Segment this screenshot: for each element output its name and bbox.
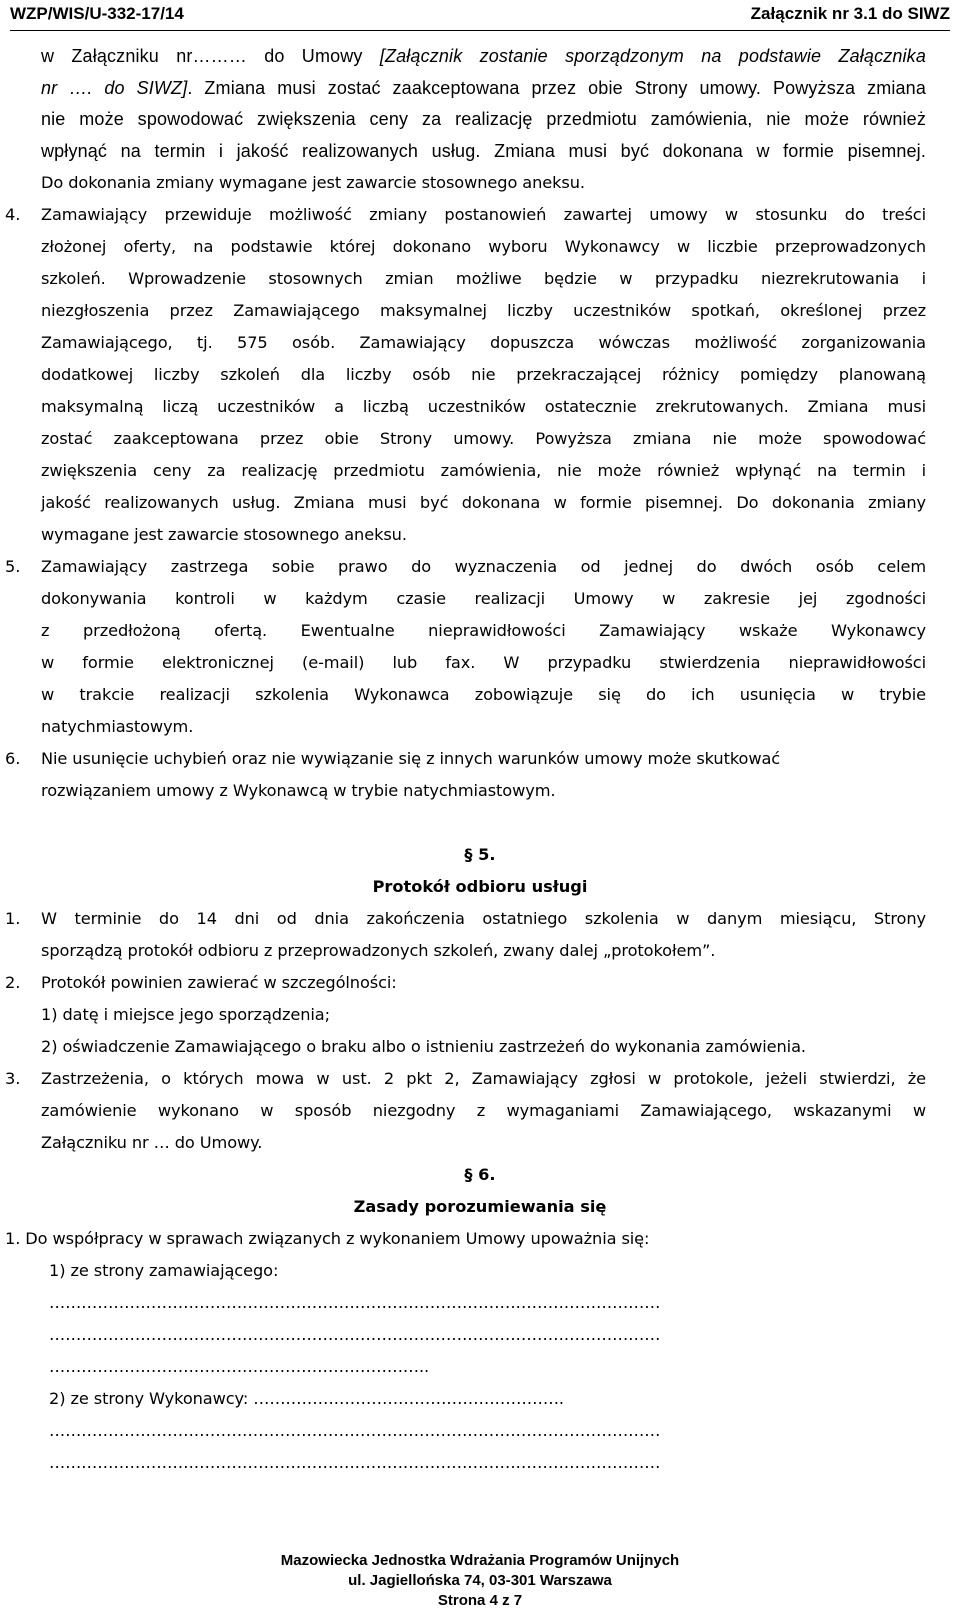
section-6-title: Zasady porozumiewania się [353,1197,607,1216]
footer-organization: Mazowiecka Jednostka Wdrażania Programów Unijnych [280,1552,680,1569]
fill-in-line: …………………………………………………………………………………………………… [49,1325,661,1344]
footer-address: ul. Jagiellońska 74, 03-301 Warszawa [348,1572,612,1589]
section-6-number: § 6. [464,1165,496,1184]
fill-in-line: …………………………………………………………………………………………………… [49,1421,661,1440]
page-number: Strona 4 z 7 [437,1592,523,1609]
item-number: 6. [5,749,21,768]
section-5-title: Protokół odbioru usługi [372,877,588,896]
attachment-label: Załącznik nr 3.1 do SIWZ [750,4,950,23]
item-number: 2. [5,973,21,992]
item-number: 3. [5,1069,21,1088]
page-header [10,0,950,31]
fill-in-line: …………………………………………………………………………………………………… [49,1453,661,1472]
fill-in-line: …………………………………………………………………………………………………… [49,1293,661,1312]
section-5-number: § 5. [464,845,496,864]
item-number: 1. [5,909,21,928]
fill-in-line: …………………………………………………………….. [49,1357,429,1376]
document-reference: WZP/WIS/U-332-17/14 [10,4,184,23]
item-number: 4. [5,205,21,224]
item-number: 5. [5,557,21,576]
